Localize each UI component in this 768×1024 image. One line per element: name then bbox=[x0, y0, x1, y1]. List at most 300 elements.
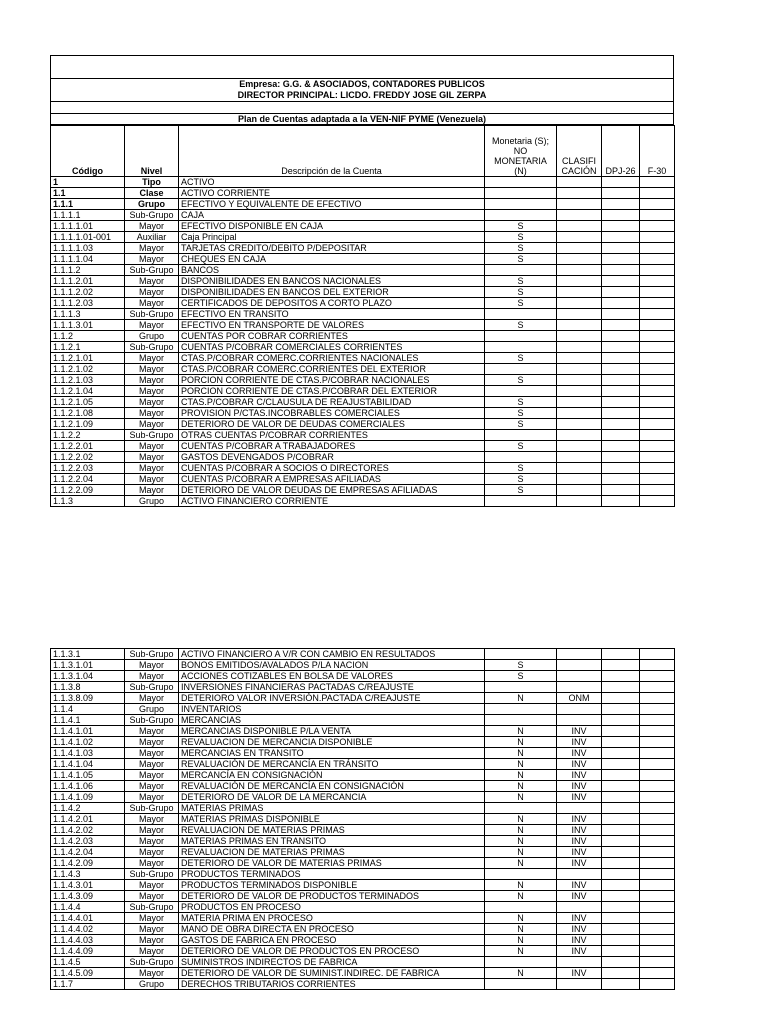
account-code: 1.1.3 bbox=[51, 496, 125, 507]
account-level: Mayor bbox=[125, 825, 179, 836]
account-code: 1.1.2.1.01 bbox=[51, 353, 125, 364]
account-code: 1.1.4.2.09 bbox=[51, 858, 125, 869]
f30-cell bbox=[640, 265, 675, 276]
account-code: 1.1.2.2.02 bbox=[51, 452, 125, 463]
f30-cell bbox=[640, 188, 675, 199]
dpj26-cell bbox=[602, 375, 640, 386]
f30-cell bbox=[640, 715, 675, 726]
monetary-flag: N bbox=[485, 924, 557, 935]
account-code: 1.1.2 bbox=[51, 331, 125, 342]
table-row bbox=[51, 913, 675, 924]
monetary-flag: S bbox=[485, 463, 557, 474]
account-level: Sub-Grupo bbox=[125, 902, 179, 913]
table-row bbox=[51, 485, 675, 496]
account-level: Mayor bbox=[125, 298, 179, 309]
monetary-flag: S bbox=[485, 671, 557, 682]
classification bbox=[557, 649, 602, 660]
account-description: CUENTAS P/COBRAR A SOCIOS O DIRECTORES bbox=[179, 463, 485, 474]
col-codigo: Código bbox=[51, 126, 125, 177]
account-level: Mayor bbox=[125, 671, 179, 682]
account-description: REVALUACIÓN DE MERCANCÍA EN TRÁNSITO bbox=[179, 759, 485, 770]
account-code: 1.1.4.1.03 bbox=[51, 748, 125, 759]
table-row bbox=[51, 265, 675, 276]
dpj26-cell bbox=[602, 836, 640, 847]
f30-cell bbox=[640, 902, 675, 913]
monetary-flag bbox=[485, 902, 557, 913]
account-level: Mayor bbox=[125, 364, 179, 375]
classification: INV bbox=[557, 880, 602, 891]
monetary-flag: S bbox=[485, 243, 557, 254]
table-row bbox=[51, 946, 675, 957]
classification bbox=[557, 177, 602, 188]
account-description: MATERIA PRIMA EN PROCESO bbox=[179, 913, 485, 924]
account-description: DETERIORO DE VALOR DEUDAS DE EMPRESAS AFILIADAS bbox=[179, 485, 485, 496]
classification: INV bbox=[557, 847, 602, 858]
f30-cell bbox=[640, 254, 675, 265]
col-clasif-line2: CACIÓN bbox=[561, 166, 597, 176]
monetary-flag bbox=[485, 177, 557, 188]
table-row bbox=[51, 188, 675, 199]
account-code: 1.1.2.1.05 bbox=[51, 397, 125, 408]
account-level: Mayor bbox=[125, 737, 179, 748]
account-level: Clase bbox=[125, 188, 179, 199]
f30-cell bbox=[640, 726, 675, 737]
f30-cell bbox=[640, 364, 675, 375]
account-level: Grupo bbox=[125, 199, 179, 210]
table-row bbox=[51, 880, 675, 891]
monetary-flag bbox=[485, 309, 557, 320]
monetary-flag bbox=[485, 869, 557, 880]
f30-cell bbox=[640, 331, 675, 342]
table-row bbox=[51, 902, 675, 913]
dpj26-cell bbox=[602, 243, 640, 254]
col-f30: F-30 bbox=[640, 126, 675, 177]
account-code: 1.1.2.2.09 bbox=[51, 485, 125, 496]
monetary-flag: N bbox=[485, 693, 557, 704]
classification bbox=[557, 353, 602, 364]
classification: INV bbox=[557, 792, 602, 803]
account-description: MATERIAS PRIMAS bbox=[179, 803, 485, 814]
classification bbox=[557, 682, 602, 693]
dpj26-cell bbox=[602, 342, 640, 353]
account-level: Mayor bbox=[125, 891, 179, 902]
f30-cell bbox=[640, 913, 675, 924]
account-description: MANO DE OBRA DIRECTA EN PROCESO bbox=[179, 924, 485, 935]
classification bbox=[557, 902, 602, 913]
company-name: Empresa: G.G. & ASOCIADOS, CONTADORES PUBLICOS bbox=[239, 79, 485, 89]
dpj26-cell bbox=[602, 276, 640, 287]
account-description: REVALUACION DE MATERIAS PRIMAS bbox=[179, 847, 485, 858]
table-row bbox=[51, 814, 675, 825]
account-level: Mayor bbox=[125, 935, 179, 946]
account-code: 1.1.4.1.02 bbox=[51, 737, 125, 748]
f30-cell bbox=[640, 825, 675, 836]
account-description: DERECHOS TRIBUTARIOS CORRIENTES bbox=[179, 979, 485, 990]
table-row bbox=[51, 342, 675, 353]
f30-cell bbox=[640, 463, 675, 474]
dpj26-cell bbox=[602, 331, 640, 342]
table-row bbox=[51, 968, 675, 979]
account-code: 1.1.2.1 bbox=[51, 342, 125, 353]
account-code: 1.1.4.1.04 bbox=[51, 759, 125, 770]
account-description: DETERIORO DE VALOR DE DEUDAS COMERCIALES bbox=[179, 419, 485, 430]
f30-cell bbox=[640, 210, 675, 221]
dpj26-cell bbox=[602, 660, 640, 671]
dpj26-cell bbox=[602, 891, 640, 902]
account-description: BANCOS bbox=[179, 265, 485, 276]
account-code: 1.1.4.3 bbox=[51, 869, 125, 880]
dpj26-cell bbox=[602, 188, 640, 199]
f30-cell bbox=[640, 309, 675, 320]
account-code: 1.1.3.1 bbox=[51, 649, 125, 660]
f30-cell bbox=[640, 649, 675, 660]
classification: INV bbox=[557, 759, 602, 770]
account-description: DETERIORO DE VALOR DE PRODUCTOS EN PROCESO bbox=[179, 946, 485, 957]
f30-cell bbox=[640, 968, 675, 979]
f30-cell bbox=[640, 880, 675, 891]
account-level: Sub-Grupo bbox=[125, 715, 179, 726]
table-row bbox=[51, 232, 675, 243]
classification bbox=[557, 364, 602, 375]
account-level: Sub-Grupo bbox=[125, 309, 179, 320]
classification bbox=[557, 210, 602, 221]
f30-cell bbox=[640, 924, 675, 935]
f30-cell bbox=[640, 858, 675, 869]
classification bbox=[557, 375, 602, 386]
table-row bbox=[51, 715, 675, 726]
f30-cell bbox=[640, 298, 675, 309]
monetary-flag: S bbox=[485, 232, 557, 243]
column-header-row bbox=[51, 126, 675, 177]
account-level: Mayor bbox=[125, 858, 179, 869]
account-level: Mayor bbox=[125, 781, 179, 792]
f30-cell bbox=[640, 408, 675, 419]
monetary-flag: S bbox=[485, 353, 557, 364]
account-code: 1 bbox=[51, 177, 125, 188]
account-description: DISPONIBILIDADES EN BANCOS NACIONALES bbox=[179, 276, 485, 287]
classification bbox=[557, 660, 602, 671]
table-row bbox=[51, 375, 675, 386]
account-description: OTRAS CUENTAS P/COBRAR CORRIENTES bbox=[179, 430, 485, 441]
dpj26-cell bbox=[602, 364, 640, 375]
account-description: DETERIORO VALOR INVERSIÓN.PACTADA C/REAJUSTE bbox=[179, 693, 485, 704]
monetary-flag: N bbox=[485, 968, 557, 979]
classification: INV bbox=[557, 924, 602, 935]
monetary-flag: S bbox=[485, 485, 557, 496]
dpj26-cell bbox=[602, 803, 640, 814]
dpj26-cell bbox=[602, 265, 640, 276]
director-name: DIRECTOR PRINCIPAL: LICDO. FREDDY JOSE GIL ZERPA bbox=[237, 90, 487, 100]
account-level: Auxiliar bbox=[125, 232, 179, 243]
f30-cell bbox=[640, 781, 675, 792]
account-code: 1.1.2.2.04 bbox=[51, 474, 125, 485]
f30-cell bbox=[640, 682, 675, 693]
classification bbox=[557, 957, 602, 968]
monetary-flag bbox=[485, 430, 557, 441]
dpj26-cell bbox=[602, 946, 640, 957]
dpj26-cell bbox=[602, 726, 640, 737]
classification: INV bbox=[557, 946, 602, 957]
col-clasif-line1: CLASIFI bbox=[561, 156, 596, 166]
account-level: Mayor bbox=[125, 759, 179, 770]
account-description: ACTIVO CORRIENTE bbox=[179, 188, 485, 199]
f30-cell bbox=[640, 177, 675, 188]
f30-cell bbox=[640, 221, 675, 232]
account-description: EFECTIVO EN TRANSPORTE DE VALORES bbox=[179, 320, 485, 331]
classification: INV bbox=[557, 913, 602, 924]
table-row bbox=[51, 496, 675, 507]
dpj26-cell bbox=[602, 232, 640, 243]
account-code: 1.1.1.1.01-001 bbox=[51, 232, 125, 243]
account-level: Sub-Grupo bbox=[125, 649, 179, 660]
dpj26-cell bbox=[602, 869, 640, 880]
f30-cell bbox=[640, 693, 675, 704]
classification bbox=[557, 298, 602, 309]
dpj26-cell bbox=[602, 441, 640, 452]
dpj26-cell bbox=[602, 419, 640, 430]
dpj26-cell bbox=[602, 935, 640, 946]
account-code: 1.1 bbox=[51, 188, 125, 199]
classification bbox=[557, 276, 602, 287]
account-description: GASTOS DE FABRICA EN PROCESO bbox=[179, 935, 485, 946]
account-description: SUMINISTROS INDIRECTOS DE FABRICA bbox=[179, 957, 485, 968]
classification: INV bbox=[557, 891, 602, 902]
account-code: 1.1.1.2 bbox=[51, 265, 125, 276]
dpj26-cell bbox=[602, 485, 640, 496]
classification bbox=[557, 331, 602, 342]
monetary-flag: N bbox=[485, 946, 557, 957]
account-description: CAJA bbox=[179, 210, 485, 221]
table-row bbox=[51, 803, 675, 814]
account-level: Mayor bbox=[125, 880, 179, 891]
table-row bbox=[51, 298, 675, 309]
account-description: MERCANCÍA EN CONSIGNACIÓN bbox=[179, 770, 485, 781]
account-code: 1.1.1 bbox=[51, 199, 125, 210]
account-level: Mayor bbox=[125, 375, 179, 386]
account-code: 1.1.1.3.01 bbox=[51, 320, 125, 331]
monetary-flag: N bbox=[485, 737, 557, 748]
table-row bbox=[51, 759, 675, 770]
account-level: Mayor bbox=[125, 474, 179, 485]
table-row bbox=[51, 408, 675, 419]
table-row bbox=[51, 682, 675, 693]
monetary-flag: N bbox=[485, 880, 557, 891]
account-level: Mayor bbox=[125, 463, 179, 474]
account-description: BONOS EMITIDOS/AVALADOS P/LA NACION bbox=[179, 660, 485, 671]
dpj26-cell bbox=[602, 463, 640, 474]
monetary-flag bbox=[485, 386, 557, 397]
table-row bbox=[51, 748, 675, 759]
account-description: PORCION CORRIENTE DE CTAS.P/COBRAR NACIONALES bbox=[179, 375, 485, 386]
dpj26-cell bbox=[602, 781, 640, 792]
monetary-flag: N bbox=[485, 748, 557, 759]
account-level: Sub-Grupo bbox=[125, 682, 179, 693]
account-code: 1.1.4.4.03 bbox=[51, 935, 125, 946]
account-code: 1.1.2.1.09 bbox=[51, 419, 125, 430]
dpj26-cell bbox=[602, 715, 640, 726]
dpj26-cell bbox=[602, 199, 640, 210]
table-row bbox=[51, 781, 675, 792]
dpj26-cell bbox=[602, 825, 640, 836]
dpj26-cell bbox=[602, 858, 640, 869]
account-level: Sub-Grupo bbox=[125, 869, 179, 880]
monetary-flag: S bbox=[485, 397, 557, 408]
dpj26-cell bbox=[602, 770, 640, 781]
table-row bbox=[51, 309, 675, 320]
table-row bbox=[51, 430, 675, 441]
f30-cell bbox=[640, 474, 675, 485]
account-description: DETERIORO DE VALOR DE SUMINIST.INDIREC. DE FABRICA bbox=[179, 968, 485, 979]
classification bbox=[557, 419, 602, 430]
account-description: MERCANCIAS bbox=[179, 715, 485, 726]
account-code: 1.1.4.5 bbox=[51, 957, 125, 968]
dpj26-cell bbox=[602, 177, 640, 188]
account-description: INVERSIONES FINANCIERAS PACTADAS C/REAJUSTE bbox=[179, 682, 485, 693]
dpj26-cell bbox=[602, 693, 640, 704]
col-dpj26: DPJ-26 bbox=[602, 126, 640, 177]
table-row bbox=[51, 276, 675, 287]
table-row bbox=[51, 825, 675, 836]
table-row bbox=[51, 649, 675, 660]
account-description: INVENTARIOS bbox=[179, 704, 485, 715]
f30-cell bbox=[640, 671, 675, 682]
account-level: Sub-Grupo bbox=[125, 957, 179, 968]
classification bbox=[557, 397, 602, 408]
classification: INV bbox=[557, 814, 602, 825]
account-level: Mayor bbox=[125, 693, 179, 704]
monetary-flag bbox=[485, 364, 557, 375]
account-description: CTAS.P/COBRAR COMERC.CORRIENTES NACIONALES bbox=[179, 353, 485, 364]
monetary-flag: S bbox=[485, 419, 557, 430]
f30-cell bbox=[640, 419, 675, 430]
table-row bbox=[51, 353, 675, 364]
classification bbox=[557, 408, 602, 419]
account-code: 1.1.1.2.02 bbox=[51, 287, 125, 298]
account-level: Mayor bbox=[125, 770, 179, 781]
table-row bbox=[51, 979, 675, 990]
account-level: Grupo bbox=[125, 331, 179, 342]
monetary-flag bbox=[485, 210, 557, 221]
account-level: Mayor bbox=[125, 221, 179, 232]
account-description: PORCION CORRIENTE DE CTAS.P/COBRAR DEL EXTERIOR bbox=[179, 386, 485, 397]
dpj26-cell bbox=[602, 496, 640, 507]
account-code: 1.1.4.4.02 bbox=[51, 924, 125, 935]
account-level: Mayor bbox=[125, 924, 179, 935]
account-code: 1.1.2.1.04 bbox=[51, 386, 125, 397]
classification bbox=[557, 386, 602, 397]
table-row bbox=[51, 770, 675, 781]
account-level: Mayor bbox=[125, 946, 179, 957]
account-code: 1.1.4.2 bbox=[51, 803, 125, 814]
account-description: ACTIVO FINANCIERO A V/R CON CAMBIO EN RESULTADOS bbox=[179, 649, 485, 660]
document-header bbox=[50, 55, 674, 125]
monetary-flag: N bbox=[485, 891, 557, 902]
account-level: Mayor bbox=[125, 660, 179, 671]
dpj26-cell bbox=[602, 386, 640, 397]
f30-cell bbox=[640, 957, 675, 968]
account-code: 1.1.2.1.03 bbox=[51, 375, 125, 386]
accounts-table-1 bbox=[50, 125, 675, 507]
f30-cell bbox=[640, 276, 675, 287]
dpj26-cell bbox=[602, 408, 640, 419]
classification: INV bbox=[557, 770, 602, 781]
f30-cell bbox=[640, 353, 675, 364]
classification: INV bbox=[557, 737, 602, 748]
dpj26-cell bbox=[602, 847, 640, 858]
f30-cell bbox=[640, 441, 675, 452]
classification bbox=[557, 232, 602, 243]
table-row bbox=[51, 474, 675, 485]
account-description: EFECTIVO Y EQUIVALENTE DE EFECTIVO bbox=[179, 199, 485, 210]
monetary-flag: N bbox=[485, 770, 557, 781]
account-level: Mayor bbox=[125, 452, 179, 463]
account-code: 1.1.4.1 bbox=[51, 715, 125, 726]
classification bbox=[557, 309, 602, 320]
monetary-flag: N bbox=[485, 935, 557, 946]
dpj26-cell bbox=[602, 924, 640, 935]
account-description: ACCIONES COTIZABLES EN BOLSA DE VALORES bbox=[179, 671, 485, 682]
monetary-flag bbox=[485, 452, 557, 463]
account-code: 1.1.2.2.01 bbox=[51, 441, 125, 452]
account-level: Mayor bbox=[125, 748, 179, 759]
monetary-flag bbox=[485, 957, 557, 968]
account-description: PRODUCTOS TERMINADOS bbox=[179, 869, 485, 880]
account-level: Grupo bbox=[125, 979, 179, 990]
monetary-flag: S bbox=[485, 221, 557, 232]
account-level: Mayor bbox=[125, 254, 179, 265]
table-row bbox=[51, 254, 675, 265]
dpj26-cell bbox=[602, 287, 640, 298]
dpj26-cell bbox=[602, 221, 640, 232]
classification bbox=[557, 869, 602, 880]
account-description: TARJETAS CREDITO/DEBITO P/DEPOSITAR bbox=[179, 243, 485, 254]
classification bbox=[557, 188, 602, 199]
dpj26-cell bbox=[602, 309, 640, 320]
f30-cell bbox=[640, 243, 675, 254]
account-description: CTAS.P/COBRAR C/CLAUSULA DE REAJUSTABILIDAD bbox=[179, 397, 485, 408]
f30-cell bbox=[640, 814, 675, 825]
account-level: Sub-Grupo bbox=[125, 430, 179, 441]
dpj26-cell bbox=[602, 902, 640, 913]
f30-cell bbox=[640, 748, 675, 759]
account-code: 1.1.1.1.03 bbox=[51, 243, 125, 254]
account-description: MERCANCIAS EN TRANSITO bbox=[179, 748, 485, 759]
table-row bbox=[51, 210, 675, 221]
account-description: REVALUACION DE MATERIAS PRIMAS bbox=[179, 825, 485, 836]
account-code: 1.1.4.2.02 bbox=[51, 825, 125, 836]
f30-cell bbox=[640, 979, 675, 990]
table-row bbox=[51, 199, 675, 210]
dpj26-cell bbox=[602, 759, 640, 770]
account-code: 1.1.3.1.04 bbox=[51, 671, 125, 682]
monetary-flag: N bbox=[485, 858, 557, 869]
monetary-flag bbox=[485, 704, 557, 715]
table-row bbox=[51, 704, 675, 715]
account-code: 1.1.4.4 bbox=[51, 902, 125, 913]
f30-cell bbox=[640, 386, 675, 397]
table-row bbox=[51, 452, 675, 463]
account-level: Mayor bbox=[125, 814, 179, 825]
account-level: Mayor bbox=[125, 441, 179, 452]
account-code: 1.1.1.2.03 bbox=[51, 298, 125, 309]
col-monetaria-line1: Monetaria (S); bbox=[491, 136, 550, 146]
classification bbox=[557, 287, 602, 298]
account-code: 1.1.2.2 bbox=[51, 430, 125, 441]
monetary-flag: N bbox=[485, 913, 557, 924]
f30-cell bbox=[640, 485, 675, 496]
account-level: Sub-Grupo bbox=[125, 803, 179, 814]
monetary-flag: N bbox=[485, 759, 557, 770]
